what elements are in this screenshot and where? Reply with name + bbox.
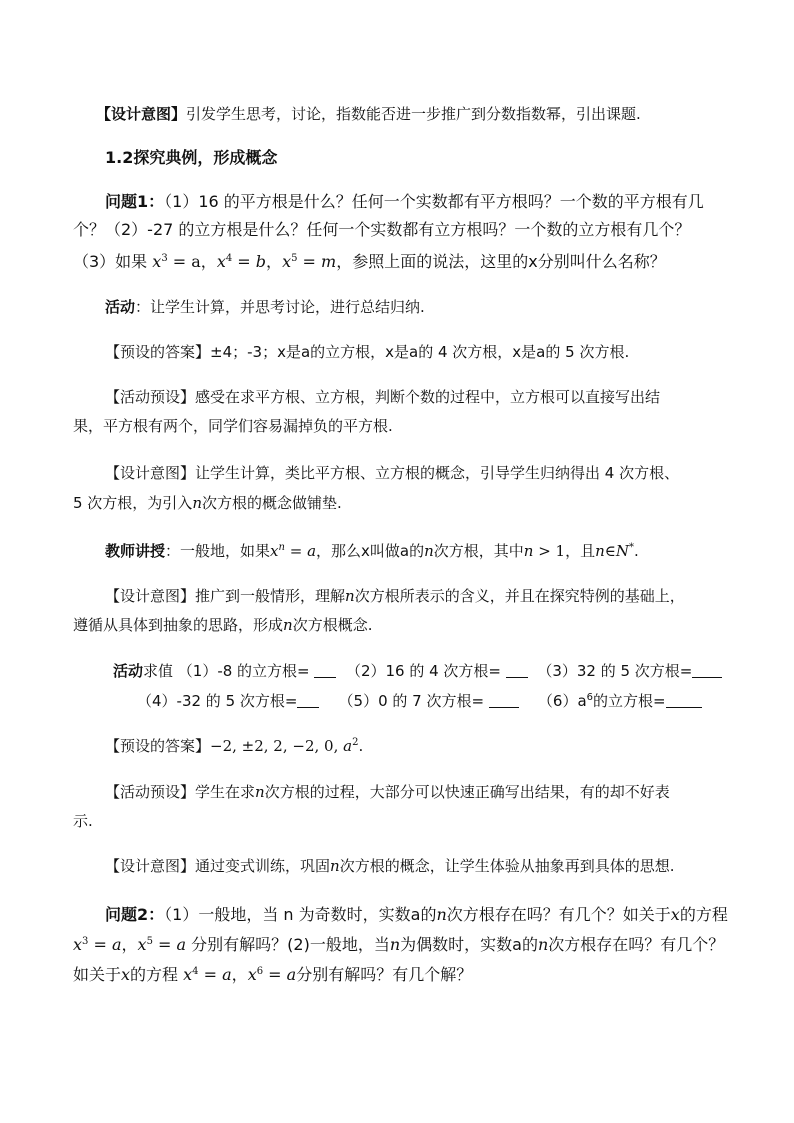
design-intent-4: 【设计意图】通过变式训练，巩固n次方根的概念，让学生体验从抽象再到具体的思想. xyxy=(105,857,675,875)
text: 5 次方根，为引入 xyxy=(73,494,193,512)
question-1-line-3: （3）如果 $x^3 = a$，$x^4 = b$，$x^5 = m$，参照上面的说法，这里的x分别叫什么名称？ xyxy=(73,252,666,271)
activity-label: 活动 xyxy=(105,298,136,316)
text: （5）0 的 7 次方根= xyxy=(338,692,489,710)
question-2-line-1: 问题2：（1）一般地，当 n 为奇数时，实数a的n次方根存在吗？有几个？如关于x的方程 xyxy=(105,905,728,924)
text: 求值 （1）-8 的立方根= xyxy=(143,662,315,680)
activity-2-line-2 xyxy=(137,690,702,712)
activity-1 xyxy=(105,296,425,318)
answer-blank[interactable] xyxy=(666,693,702,708)
text: ，且 xyxy=(565,542,596,560)
text: 次方根的过程，大部分可以快速正确写出结果，有的却不好表 xyxy=(264,783,670,801)
question-2-line-2: $x^3 = a$，$x^5 = a$ 分别有解吗？(2)一般地，当n为偶数时，实数a的n次方根存在吗？有几个？ xyxy=(73,935,725,954)
text: ：一般地，如果 xyxy=(165,542,271,560)
text: ，那么x叫做a的 xyxy=(316,542,425,560)
text: ，参照上面的说法，这里的x分别叫什么名称？ xyxy=(336,252,666,271)
text: 次方根的概念做铺垫. xyxy=(201,494,342,512)
text: 让学生计算，类比平方根、立方根的概念，引导学生归纳得出 4 次方根、 xyxy=(195,464,680,482)
text: 次方根的概念，让学生体验从抽象再到具体的思想. xyxy=(339,857,675,875)
text: ±4；-3；x是a的立方根，x是a的 4 次方根，x是a的 5 次方根. xyxy=(210,343,630,361)
text: 引发学生思考，讨论，指数能否进一步推广到分数指数幂，引出课题. xyxy=(186,105,641,123)
text: 的立方根= xyxy=(593,692,666,710)
text: 为偶数时，实数a的 xyxy=(400,935,538,954)
text: 次方根存在吗？有几个？如关于 xyxy=(446,905,671,924)
tag: 【预设的答案】 xyxy=(105,343,211,361)
preset-answer-2: 【预设的答案】−2, ±2, 2, −2, 0, $a^2$. xyxy=(105,737,364,755)
question-label: 问题1： xyxy=(105,192,165,211)
answer-blank[interactable] xyxy=(297,693,319,708)
text: 次方根概念. xyxy=(292,616,373,634)
tag: 【活动预设】 xyxy=(105,388,196,406)
activity-2-line-1 xyxy=(113,660,722,682)
text: （3）32 的 5 次方根= xyxy=(537,662,693,680)
activity-label: 活动 xyxy=(113,662,144,680)
text: 次方根所表示的含义，并且在探究特例的基础上， xyxy=(354,587,685,605)
text: 的方程 xyxy=(130,965,184,984)
tag: 【预设的答案】 xyxy=(105,737,211,755)
text: ：让学生计算，并思考讨论，进行总结归纳. xyxy=(135,298,425,316)
preset-answer-1 xyxy=(105,341,629,363)
text: 如关于 xyxy=(73,965,122,984)
teacher-label: 教师讲授 xyxy=(105,542,166,560)
answer-blank[interactable] xyxy=(692,663,722,678)
text: 的方程 xyxy=(679,905,728,924)
text: 次方根，其中 xyxy=(433,542,524,560)
design-intent-3-line-2: 遵循从具体到抽象的思路，形成n次方根概念. xyxy=(73,616,373,634)
question-2-line-3: 如关于x的方程 $x^4 = a$，$x^6 = a$分别有解吗？有几个解？ xyxy=(73,965,473,984)
design-intent-2-line-1 xyxy=(105,462,679,484)
text: （4）-32 的 5 次方根= xyxy=(137,692,298,710)
answer-blank[interactable] xyxy=(489,693,519,708)
text: 感受在求平方根、立方根，判断个数的过程中，立方根可以直接写出结 xyxy=(195,388,661,406)
question-label: 问题2： xyxy=(105,905,165,924)
tag: 【设计意图】 xyxy=(96,105,187,123)
tag: 【设计意图】 xyxy=(105,464,196,482)
answer-blank[interactable] xyxy=(506,663,528,678)
question-1-line-2: 个？（2）-27 的立方根是什么？任何一个实数都有立方根吗？一个数的立方根有几个？ xyxy=(73,220,691,239)
text: 分别有解吗？有几个解？ xyxy=(296,965,473,984)
text: 遵循从具体到抽象的思路，形成 xyxy=(73,616,284,634)
text: 推广到一般情形，理解 xyxy=(195,587,346,605)
text: （3）如果 xyxy=(73,252,153,271)
activity-preset-1-line-2: 果，平方根有两个，同学们容易漏掉负的平方根. xyxy=(73,417,393,435)
text: （1）16 的平方根是什么？任何一个实数都有平方根吗？一个数的平方根有几 xyxy=(164,192,704,211)
activity-preset-2-line-2: 示. xyxy=(73,812,93,830)
question-1-line-1 xyxy=(105,191,704,213)
text: （6）a xyxy=(537,692,587,710)
tag: 【设计意图】 xyxy=(105,857,196,875)
tag: 【活动预设】 xyxy=(105,783,196,801)
text: 通过变式训练，巩固 xyxy=(195,857,331,875)
text: 学生在求 xyxy=(195,783,256,801)
section-heading: 1.2探究典例，形成概念 xyxy=(105,148,278,167)
formula: x xyxy=(152,252,162,271)
superscript: 6 xyxy=(586,692,594,703)
design-intent-1 xyxy=(96,103,641,125)
text: 分别有解吗？(2)一般地，当 xyxy=(186,935,390,954)
text: 次方根存在吗？有几个？ xyxy=(548,935,725,954)
text: −2, ±2, 2, −2, 0, xyxy=(210,737,344,755)
teacher-explanation: 教师讲授：一般地，如果$x^n = a$，那么x叫做a的n次方根，其中n > 1，且n∈N*. xyxy=(105,542,639,560)
activity-preset-2-line-1: 【活动预设】学生在求n次方根的过程，大部分可以快速正确写出结果，有的却不好表 xyxy=(105,783,670,801)
design-intent-2-line-2: 5 次方根，为引入n次方根的概念做铺垫. xyxy=(73,494,342,512)
text: （1）一般地，当 n 为奇数时，实数a的 xyxy=(164,905,437,924)
tag: 【设计意图】 xyxy=(105,587,196,605)
answer-blank[interactable] xyxy=(314,663,336,678)
design-intent-3-line-1: 【设计意图】推广到一般情形，理解n次方根所表示的含义，并且在探究特例的基础上， xyxy=(105,587,685,605)
activity-preset-1-line-1 xyxy=(105,386,660,408)
text: （2）16 的 4 次方根= xyxy=(345,662,506,680)
